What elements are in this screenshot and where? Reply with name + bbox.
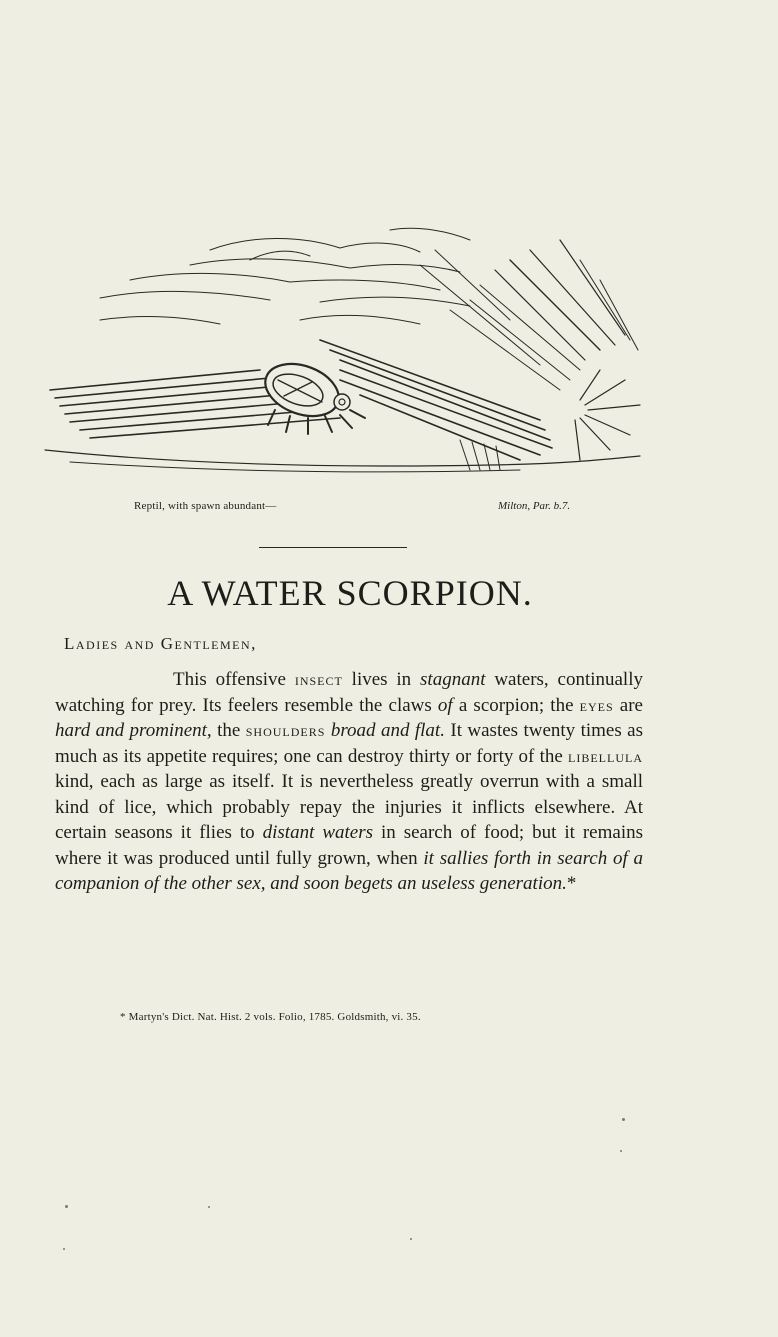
body-paragraph [55, 667, 643, 897]
text-run: This offensive [173, 669, 295, 690]
text-run: a scorpion; the [452, 694, 580, 716]
footnote-marker: * [566, 873, 577, 894]
paper-speck [63, 1248, 65, 1250]
footnote: * Martyn's Dict. Nat. Hist. 2 vols. Folio, 1785. Goldsmith, vi. 35. [120, 1011, 421, 1023]
emphasis: distant waters [262, 822, 373, 843]
paper-speck [622, 1118, 625, 1121]
text-run: lives in [342, 669, 421, 690]
emphasis: it sallies forth in search of a companion of the other sex, and soon begets an useless generation. [55, 847, 643, 894]
page-title: A WATER SCORPION. [167, 573, 533, 613]
salutation: Ladies and Gentlemen, [64, 634, 257, 653]
section-divider [259, 547, 407, 548]
text-run: It wastes twenty times as much as its appetite requires; one can destroy thirty or forty of the [55, 720, 643, 767]
keyword-libellula: libellula [568, 746, 643, 766]
paper-speck [65, 1205, 68, 1208]
paper-speck [620, 1150, 622, 1152]
text-run: in search of food; but it remains where it was produced until fully grown, when [55, 822, 643, 869]
keyword-eyes: eyes [579, 695, 614, 715]
text-run: kind, each as large as itself. It is nevertheless greatly overrun with a small kind of lice, which probably repay the injuries it inflicts elsewhere. At certain seasons it flies to [55, 771, 643, 843]
emphasis: broad and flat. [330, 720, 445, 741]
text-run: are [613, 694, 643, 716]
illustration-caption: Reptil, with spawn abundant— [134, 500, 277, 512]
text-run: the [211, 720, 246, 741]
emphasis: hard and prominent, [55, 720, 212, 741]
text-run: waters, continually watching for prey. Its feelers resemble the claws [55, 669, 643, 716]
emphasis: of [437, 694, 453, 716]
emphasis: stagnant [420, 669, 486, 690]
paper-speck [410, 1238, 412, 1240]
caption-citation: Milton, Par. b.7. [498, 500, 571, 512]
body-text [55, 667, 643, 897]
keyword-insect: insect [294, 670, 343, 689]
keyword-shoulders: shoulders [245, 721, 326, 740]
paper-speck [208, 1206, 210, 1208]
water-scorpion-engraving [40, 220, 650, 490]
